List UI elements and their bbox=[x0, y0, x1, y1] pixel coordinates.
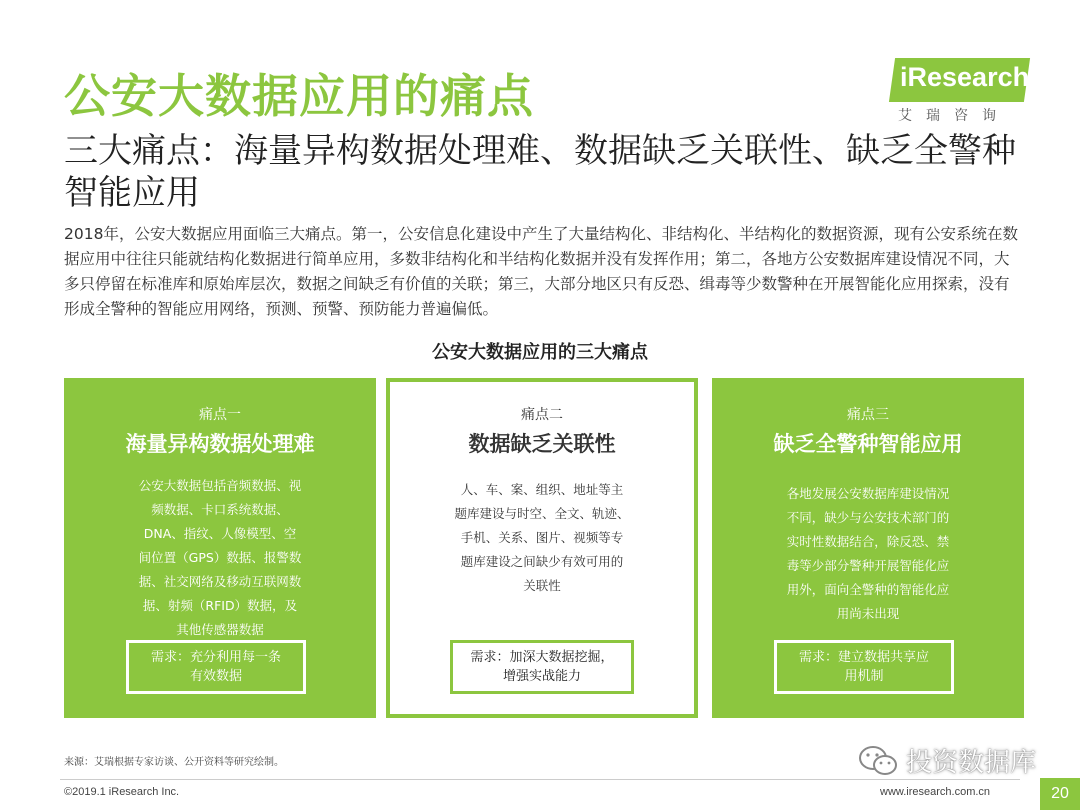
card-description bbox=[64, 474, 376, 642]
logo-text: iResearch bbox=[900, 62, 1030, 92]
card-line: 用外，面向全警种的智能化应 bbox=[786, 582, 950, 597]
watermark bbox=[858, 742, 1036, 779]
card-line: 关联性 bbox=[523, 578, 561, 593]
logo-subtitle: 艾瑞咨询 bbox=[898, 108, 1010, 124]
page-title: 公安大数据应用的痛点 bbox=[64, 69, 534, 123]
pain-point-card-1 bbox=[64, 378, 376, 718]
need-box: 需求：加深大数据挖掘，增强实战能力 bbox=[450, 640, 634, 694]
card-line: 据、社交网络及移动互联网数 bbox=[138, 574, 302, 589]
intro-paragraph: 2018年，公安大数据应用面临三大痛点。第一，公安信息化建设中产生了大量结构化、非结构化、半结构化的数据资源，现有公安系统在数据应用中往往只能就结构化数据进行简单应用，多数非结构化和半结构化数据并没有发挥作用；第二，各地方公安数据库建设情况不同，大多只停留在标准库和原始库层次，数据之间缺乏有价值的关联；第三，大部分地区只有反恐、缉毒等少数警种在开展智能化应用探索，没有形成全警种的智能应用网络，预测、预警、预防能力普遍偏低。 bbox=[64, 225, 1018, 318]
pain-point-card-3 bbox=[712, 378, 1024, 718]
card-description bbox=[712, 482, 1024, 626]
card-line: 题库建设之间缺少有效可用的 bbox=[460, 554, 624, 569]
footer-divider bbox=[60, 779, 1020, 780]
card-line: 毒等少部分警种开展智能化应 bbox=[786, 558, 950, 573]
card-heading: 海量异构数据处理难 bbox=[125, 432, 315, 456]
source-note: 来源：艾瑞根据专家访谈、公开资料等研究绘制。 bbox=[64, 757, 284, 768]
need-box: 需求：充分利用每一条有效数据 bbox=[126, 640, 306, 694]
card-heading: 缺乏全警种智能应用 bbox=[773, 432, 963, 456]
card-line: 人、车、案、组织、地址等主 bbox=[460, 482, 624, 497]
card-line: 其他传感器数据 bbox=[176, 622, 264, 637]
card-line: 频数据、卡口系统数据、 bbox=[151, 502, 289, 517]
card-number: 痛点三 bbox=[847, 407, 889, 423]
page-subtitle: 三大痛点：海量异构数据处理难、数据缺乏关联性、缺乏全警种智能应用 bbox=[64, 131, 1016, 213]
card-description bbox=[390, 478, 694, 598]
card-line: 手机、关系、图片、视频等专 bbox=[460, 530, 624, 545]
watermark-text: 投资数据库 bbox=[906, 748, 1037, 778]
page-number: 20 bbox=[1040, 778, 1080, 810]
card-line: DNA、指纹、人像模型、空 bbox=[143, 526, 297, 541]
wechat-icon bbox=[858, 744, 898, 778]
card-number: 痛点二 bbox=[521, 407, 563, 423]
iresearch-logo bbox=[892, 58, 1032, 128]
card-line: 题库建设与时空、全文、轨迹、 bbox=[454, 506, 630, 521]
card-line: 实时性数据结合，除反恐、禁 bbox=[786, 534, 950, 549]
card-number: 痛点一 bbox=[199, 407, 241, 423]
card-line: 不同，缺少与公安技术部门的 bbox=[786, 510, 950, 525]
pain-point-card-2 bbox=[386, 378, 698, 718]
copyright: ©2019.1 iResearch Inc. bbox=[64, 786, 180, 798]
card-line: 各地发展公安数据库建设情况 bbox=[786, 486, 950, 501]
card-heading: 数据缺乏关联性 bbox=[468, 432, 616, 456]
card-line: 用尚未出现 bbox=[836, 606, 900, 621]
card-line: 据、射频（RFID）数据，及 bbox=[142, 598, 298, 613]
card-line: 公安大数据包括音频数据、视 bbox=[138, 478, 302, 493]
need-box: 需求：建立数据共享应用机制 bbox=[774, 640, 954, 694]
website-url: www.iresearch.com.cn bbox=[880, 786, 991, 798]
diagram-title: 公安大数据应用的三大痛点 bbox=[432, 342, 648, 363]
card-line: 间位置（GPS）数据、报警数 bbox=[138, 550, 302, 565]
